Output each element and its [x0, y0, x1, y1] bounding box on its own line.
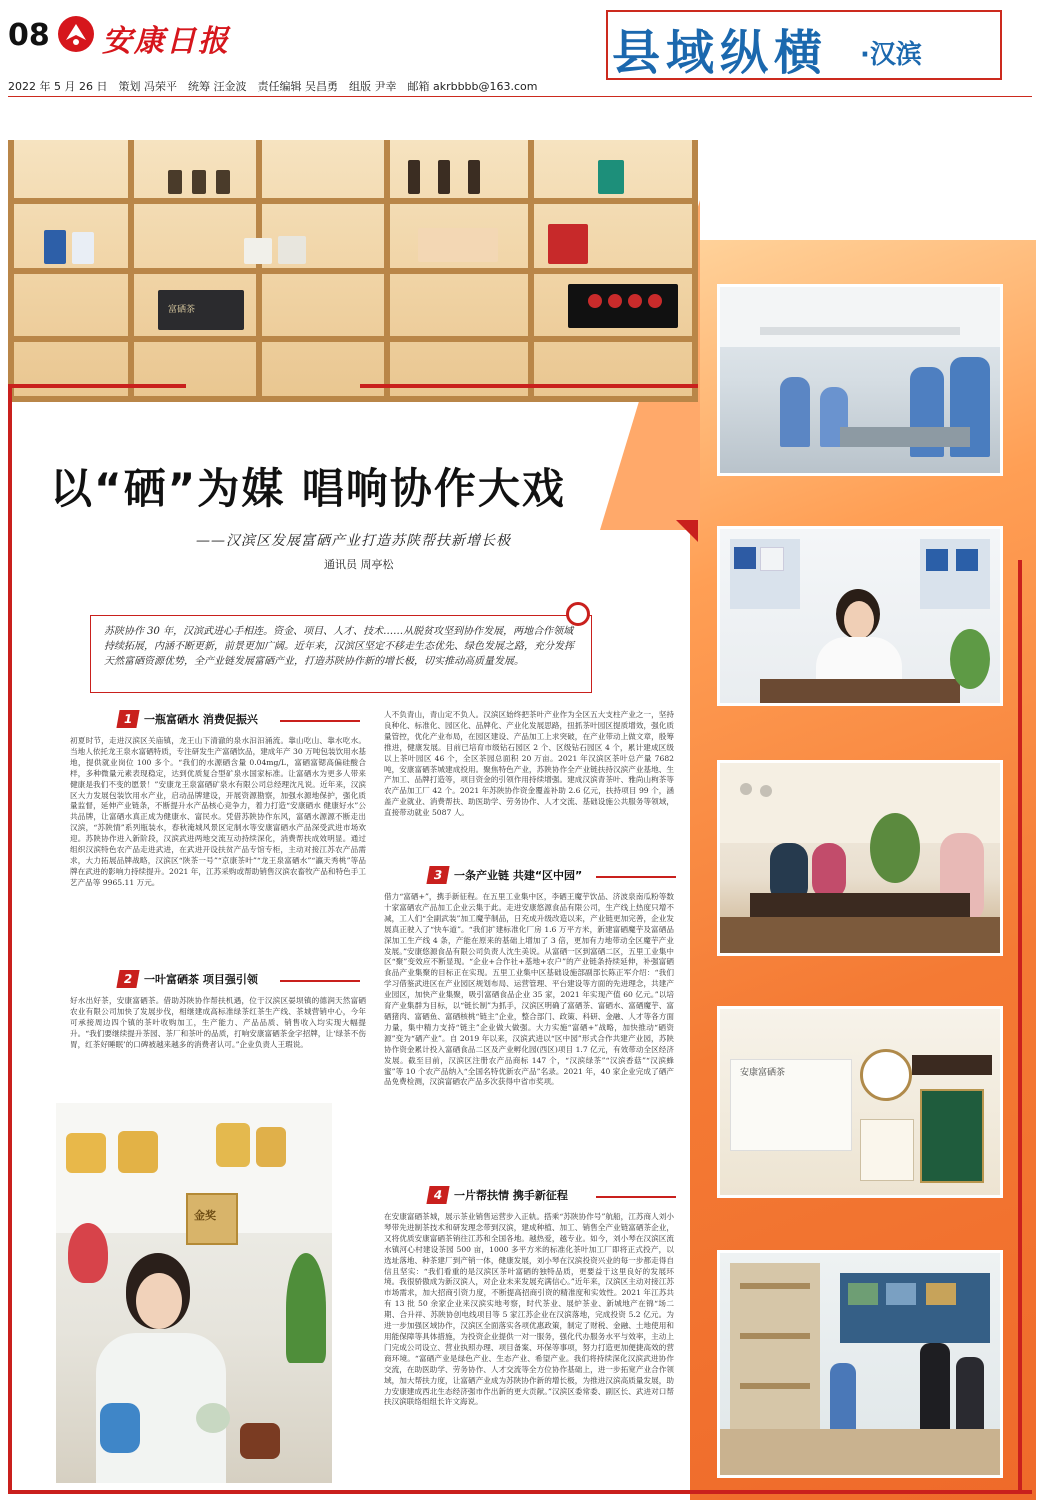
article-subheadline: ——汉滨区发展富硒产业打造苏陕帮扶新增长极 [196, 533, 511, 549]
section-4-rule [596, 1196, 676, 1198]
newspaper-logo-icon [58, 16, 94, 52]
intro-box-ring-icon [566, 602, 590, 626]
section-2-rule [280, 980, 360, 982]
section-4-number: 4 [426, 1186, 449, 1204]
section-3-body: 借力“富硒+”，携手新征程。在五里工业集中区，李硒王魔芋饮品、济波泉南瓜粉等数十家富硒农产品加工企业云集于此。走进安康悠源食品有限公司，生产线上热度只增不减，工人们“全副武装”加工魔芋制品，日充成升级改造以来，产业链更加完善，企业发展真正驶入了“快车道”。“我们扩建标准化厂房 1.6 万平方米，新建富硒魔芋及富硒品深加工生产线 4 条，产能在原来的基础上增加了 3 倍，更加有力地带动全区魔芋产业发展。”安康悠源食品有限公司负责人沈生美说。从富硒一区到富硒二区，五里工业集中区“聚”变效应不断显现。“企业+合作社+基地+农户”的产业链条持续延伸，补强富硒食品产业集聚的目标正在实现。五里工业集中区基础设施部副部长陈正军介绍：“我们学习借鉴武进区在产业园区规划布局、运营管理、平台建设等方面的先进理念，共建产业园区，加快产业集聚，吸引富硒食品企业 35 家，2021 年实现产值 60 亿元。”以培育产业集群为目标，以“链长制”为抓手，汉滨区明确了富硒茶、富硒水、富硒魔芋、富硒猪肉、富硒鱼、富硒核桃“链主”企业，整合部门、政策、科研、金融、人才等各方面力量，集中精力支持“链主”企业做大做强。大力实施“富硒+”战略，加快推动“硒资源”变为“硒产业”。自 2019 年以来，汉滨武进以“区中园”形式合作共建产业园，苏陕协作资金累计投入富硒食品二区及产业孵化园(西区)项目 1.7 亿元，有效带动全区经济发展。截至目前，汉滨区注册农产品商标 147 个，“汉滨绿茶”“汉滨香菇”“汉滨蜂蜜”等 10 个农产品纳入“全国名特优新农产品”名录。2021 年，40 家企业完成了硒产品免费检测，汉滨富硒农产品多次获得中省市奖项。 [384, 892, 674, 1087]
section-3-rule [596, 876, 676, 878]
tea-shelf-photo [8, 140, 698, 402]
section-4-title: 一片帮扶情 携手新征程 [454, 1189, 568, 1202]
section-1-number: 1 [116, 710, 139, 728]
section-3-title: 一条产业链 共建“区中园” [454, 869, 583, 882]
section-2-number: 2 [116, 970, 139, 988]
tea-factory-photo [717, 284, 1003, 476]
section-2-body-a: 好水出好茶，安康富硒茶。借助苏陕协作帮扶机遇，位于汉滨区晏坝镇的德润天然富硒农业有限公司加快了发展步伐，相继建成高标准绿茶红茶生产线、茶城营销中心，今年可承接周边四个镇的茶叶收购加工，生产能力、产品品质、销售收入均实现大幅提升。“我们要继续提升茶园、茶厂和茶叶的品质，打响安康富硒茶金字招牌，让‘绿茶不伤胃，红茶好睡眠’的口碑被越来越多的消费者认可。”企业负责人王瑕说。 [70, 996, 366, 1049]
section-title: 县域纵横 [612, 25, 829, 81]
section-2-title: 一叶富硒茶 项目强引领 [144, 973, 258, 986]
tea-tasting-photo [717, 760, 1003, 956]
section-subtitle: ·汉滨 [860, 40, 922, 70]
cabinet-sign-text: 金奖 [194, 1209, 216, 1222]
tea-box-label: 安康富硒茶 [740, 1068, 786, 1078]
issue-meta-line: 2022 年 5 月 26 日 策划 冯荣平 统筹 汪金波 责任编辑 吴昌勇 组版 尹幸 邮箱 akrbbbb@163.com [8, 80, 538, 93]
newspaper-name: 安康日报 [102, 24, 230, 59]
section-4-heading [428, 1186, 568, 1204]
intro-text: 苏陕协作 30 年，汉滨武进心手相连。资金、项目、人才、技术……从脱贫攻坚到协作发展，两地合作领域持续拓展，内涵不断更新，前景更加广阔。近年来，汉滨区坚定不移走生态优先、绿色发展之路，充分发挥天然富硒资源优势，全产业链发展富硒产业，打造苏陕协作新的增长极，切实推动高质量发展。 [104, 626, 574, 667]
section-1-heading [118, 710, 258, 728]
tea-woman-photo [56, 1103, 332, 1483]
frame-right-rule [1018, 560, 1022, 1494]
section-3-number: 3 [426, 866, 449, 884]
header-rule [8, 96, 1032, 97]
page-number: 08 [8, 18, 50, 53]
article-headline: 以“硒”为媒 唱响协作大戏 [50, 464, 566, 513]
frame-bottom-rule [8, 1490, 1032, 1494]
frame-corner-notch [676, 520, 698, 542]
tea-shop-visitors-photo [717, 1250, 1003, 1478]
frame-top-rule-right [360, 384, 698, 388]
tea-presenter-photo [717, 526, 1003, 706]
frame-left-rule [8, 384, 12, 1494]
section-1-rule [280, 720, 360, 722]
frame-top-rule-left [8, 384, 186, 388]
tea-packaging-photo [717, 1006, 1003, 1198]
section-3-heading [428, 866, 582, 884]
section-2-heading [118, 970, 258, 988]
section-4-body: 在安康富硒茶城，展示茶业销售运营步入正轨。搭乘“苏陕协作号”航船，江苏商人刘小琴带先进制茶技术和研发理念带到汉滨，建成种植、加工、销售全产业链富硒茶企业，又将优质安康富硒茶销往江苏和全国各地。越热爱，越专业。如今，刘小琴在汉滨区流水镇河心村建设茶园 500 亩，1000 多平方米的标准化茶叶加工厂即将正式投产，以选址落地、种茶建厂到产销一体，健康发展，刘小琴在汉滨投资兴业的每一步都走得自信且坚实：“我们看重的是汉滨区茶叶富硒的独特品质，更要益于这里良好的发展环境。我很骄傲成为新汉滨人，对企业未来发展充满信心。”近年来，汉滨区主动对接江苏市场需求，加大招商引资力度，不断提高招商引资的精准度和实效性。2021 年江苏共有 13 批 50 余家企业来汉滨实地考察，时代茶业、展炉茶业、新城地产在锦“场二期、合升祥、苏陕协创电线项目等 5 家江苏企业在汉滨落地，完成投资 5.2 亿元。为进一步加强区域协作，汉滨区全面落实各项优惠政策，制定了财税、金融、土地使用和用能保障等具体措施，为投资企业提供一对一服务，强化代办服务水平与效率，主动上门完成公司设立、营业执照办理、项目备案、环保等事项，努力打造更加便捷高效的营商环境。“富硒产业是绿色产业、生态产业、希望产业。我们将持续深化汉滨武进协作交流，在助医助学、劳务协作、人才交流等全方位协作基础上，进一步拓宽产业合作领域，加大帮扶力度，让富硒产业成为苏陕协作新的增长极，为推进汉滨高质量发展，助力安康建成西北生态经济强市作出新的更大贡献。”汉滨区委常委、副区长、武进对口帮扶汉滨联络组组长许文海说。 [384, 1212, 674, 1407]
section-1-body: 初夏时节，走进汉滨区关庙镇，龙王山下清澈的泉水汩汩涌流。靠山吃山、靠水吃水。当地人依托龙王泉水富硒特质，专注研发生产富硒饮品，建成年产 30 万吨包装饮用水基地，提供就业岗位 100 多个。“我们的水源硒含量 0.04mg/L，富硒富锶高偏硅酸合样，多种微量元素表现稳定，达到优质复合型矿泉水国家标准。让富硒水为更多人带来健康是我们不变的愿景！”安康龙王泉富硒矿泉水有限公司总经理沈凡说。近年来，汉滨区大力发展包装饮用水产业，启动品牌建设，开展资源勘察，加强水源地保护，强化质量监督，延伸产业链条，不断提升水产品核心竞争力，着力打造“安康硒水 健康好水”公共品牌，让富硒水真正成为健康水、富民水。凭借苏陕协作东风，富硒水源源不断走出汉滨，“苏陕情”系列瓶装水，春秋淹城风景区定制水等安康富硒水产品深受武进市场欢迎。苏陕协作进入新阶段，汉滨武进两地交流互动持续深化，消费帮扶成效明显。通过组织汉滨特色农产品走进武进，在武进开设扶贫产品专馆专柜，主动对接江苏农产品需求，大力拓展品牌战略，汉滨区“陕茶一号”“京康茶叶”“龙王泉富硒水”“瀛天秀桃”等品牌在武进的影响力持续提升。2021 年，江苏采购或帮助销售汉滨农畜牧产品和特色手工艺产品等 9965.11 万元。 [70, 736, 366, 887]
section-1-title: 一瓶富硒水 消费促振兴 [144, 713, 258, 726]
shelf-product-label: 富硒茶 [168, 305, 196, 315]
section-2-body-b: 人不负青山，青山定不负人。汉滨区始终把茶叶产业作为全区五大支柱产业之一，坚持良种化、标准化、园区化、品牌化、产业化发展思路，扭抓茶叶园区提质增效，强化质量管控，优化产业布局，在园区建设、产品加工上求突破，在产业带动上做文章，殷筹推进，健康发展。目前已培育市级钻石园区 2 个、区级钻石园区 4 个，累计建成区级以上茶叶园区 46 个，全区茶园总面积 20 万亩。2021 年汉滨区茶叶总产量 7682 吨，安康富硒茶城建成投用。聚焦特色产业，苏陕协作全产业链扶持汉滨产业基地、生产加工、品牌打造等，项目资金的引领作用持续增强。建成汉滨青茶叶、雅尚山枸茶等农产品加工厂 42 个。2021 年苏陕协作资金覆盖补助 2.6 亿元，扶持项目 99 个，涵盖产业就业、消费帮扶、助医助学、劳务协作、人才交流、基础设施公共服务等领域，直接带动就业 5087 人。 [384, 710, 674, 818]
article-byline: 通讯员 周亭松 [324, 558, 394, 571]
